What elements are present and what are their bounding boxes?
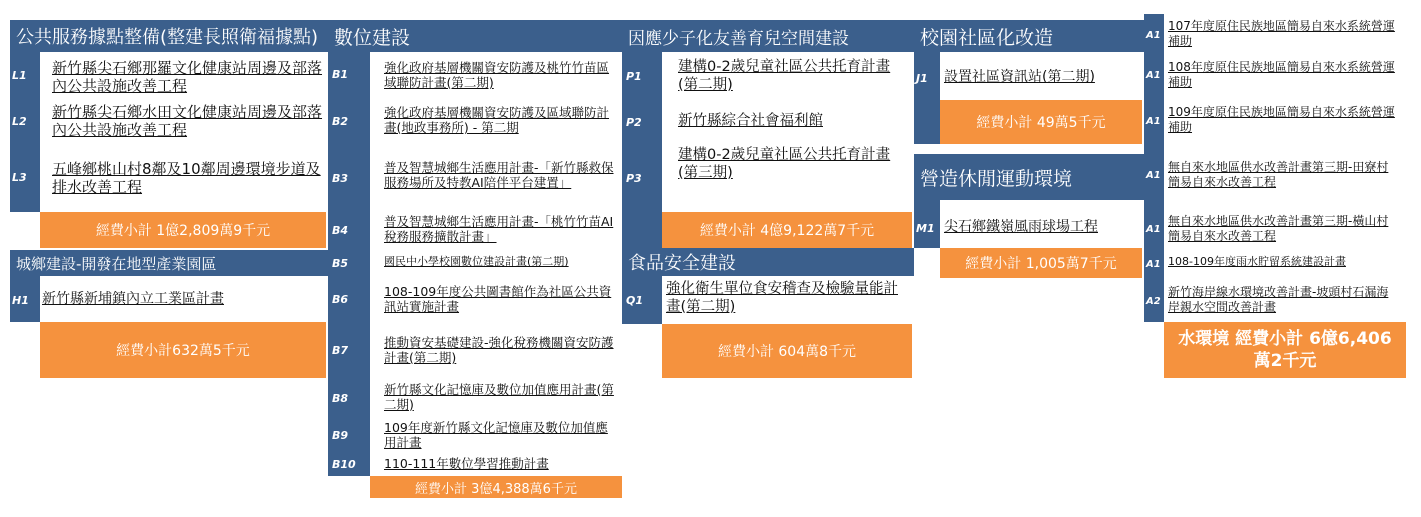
item-code: A1 [1146,115,1161,127]
item-code: B7 [332,343,349,357]
section-header-digital: 數位建設 [328,20,624,52]
item-code: A1 [1146,29,1161,41]
project-link[interactable]: 強化政府基層機關資安防護及區域聯防計畫(地政事務所) - 第二期 [384,104,610,135]
project-link[interactable]: 新竹縣綜合社會福利館 [678,113,823,130]
project-link[interactable]: 新竹縣尖石鄉水田文化健康站周邊及部落內公共設施改善工程 [52,102,323,139]
project-link[interactable]: 新竹縣文化記憶庫及數位加值應用計畫(第二期) [384,381,614,412]
subtotal-box-water: 水環境 經費小計 6億6,406萬2千元 [1164,322,1406,378]
project-link[interactable]: 108年度原住民族地區簡易自來水系統營運補助 [1168,60,1395,89]
item-code: B6 [332,292,349,306]
subtotal-box: 經費小計 3億4,388萬6千元 [370,476,622,498]
item-code: M1 [916,221,935,235]
project-link[interactable]: 110-111年數位學習推動計畫 [384,456,549,472]
item-code: Q1 [626,293,644,307]
project-link[interactable]: 108-109年度公共圖書館作為社區公共資訊站實施計畫 [384,283,612,314]
project-link[interactable]: 國民中小學校園數位建設計畫(第二期) [384,255,569,269]
project-link[interactable]: 無自來水地區供水改善計畫第三期-田寮村簡易自來水改善工程 [1168,160,1389,189]
project-link[interactable]: 強化政府基層機關資安防護及桃竹竹苗區域聯防計畫(第二期) [384,59,610,90]
item-code: B10 [332,457,356,471]
item-code: A1 [1146,169,1161,181]
section-header-campus: 校園社區化改造 [914,20,1144,52]
item-code: A2 [1146,295,1161,307]
item-code: L2 [12,114,27,128]
project-link[interactable]: 設置社區資訊站(第二期) [944,69,1095,86]
project-link[interactable]: 無自來水地區供水改善計畫第三期-橫山村簡易自來水改善工程 [1168,214,1389,243]
item-code: H1 [12,293,29,307]
item-code: A1 [1146,69,1161,81]
item-code: B8 [332,391,349,405]
project-link[interactable]: 尖石鄉鐵嶺風雨球場工程 [944,219,1098,236]
section-header-recreation: 營造休閒運動環境 [914,154,1144,200]
item-code: B1 [332,67,349,81]
project-link[interactable]: 新竹縣新埔鎮內立工業區計畫 [42,291,224,308]
item-code: B9 [332,428,349,442]
section-header-industrial-park: 城鄉建設-開發在地型產業園區 [10,250,328,276]
project-link[interactable]: 107年度原住民族地區簡易自來水系統營運補助 [1168,19,1395,48]
project-link[interactable]: 建構0-2歲兒童社區公共托育計畫(第三期) [678,147,891,181]
item-code: L3 [12,170,27,184]
project-link[interactable]: 新竹海岸線水環境改善計畫-坡頭村石漏海岸親水空間改善計畫 [1168,285,1389,314]
subtotal-box: 經費小計 1,005萬7千元 [940,248,1142,278]
item-code: B5 [332,256,349,270]
item-code: B3 [332,171,349,185]
project-link[interactable]: 109年度原住民族地區簡易自來水系統營運補助 [1168,105,1395,134]
project-link[interactable]: 普及智慧城鄉生活應用計畫-「新竹縣救保服務場所及特教AI陪伴平台建置」 [384,159,614,190]
subtotal-box: 經費小計 49萬5千元 [940,100,1142,144]
subtotal-box: 經費小計 604萬8千元 [662,324,912,378]
project-link[interactable]: 109年度新竹縣文化記憶庫及數位加值應用計畫 [384,419,608,450]
item-code: A1 [1146,223,1161,235]
subtotal-box: 經費小計 1億2,809萬9千元 [40,212,326,248]
project-link[interactable]: 五峰鄉桃山村8鄰及10鄰周邊環境步道及排水改善工程 [52,159,321,196]
item-code: P3 [626,171,642,185]
section-header-childcare: 因應少子化友善育兒空間建設 [622,20,914,52]
item-code: P2 [626,115,642,129]
section-header-food-safety: 食品安全建設 [622,248,914,276]
project-link[interactable]: 新竹縣尖石鄉那羅文化健康站周邊及部落內公共設施改善工程 [52,58,323,95]
project-link[interactable]: 推動資安基礎建設-強化稅務機關資安防護計畫(第二期) [384,334,614,365]
subtotal-box: 經費小計 4億9,122萬7千元 [662,212,912,248]
item-code: A1 [1146,258,1161,270]
item-code: L1 [12,68,27,82]
subtotal-box: 經費小計632萬5千元 [40,322,326,378]
item-code: B2 [332,114,349,128]
section-header-public-service: 公共服務據點整備(整建長照衛福據點) [10,20,328,52]
project-link[interactable]: 普及智慧城鄉生活應用計畫-「桃竹竹苗AI稅務服務擴散計畫」 [384,213,614,244]
item-code: B4 [332,223,349,237]
project-link[interactable]: 強化衛生單位食安稽查及檢驗量能計畫(第二期) [666,281,898,315]
project-link[interactable]: 建構0-2歲兒童社區公共托育計畫(第二期) [678,59,891,93]
item-code: J1 [916,71,928,85]
item-code: P1 [626,69,642,83]
project-link[interactable]: 108-109年度雨水貯留系統建設計畫 [1168,255,1346,269]
